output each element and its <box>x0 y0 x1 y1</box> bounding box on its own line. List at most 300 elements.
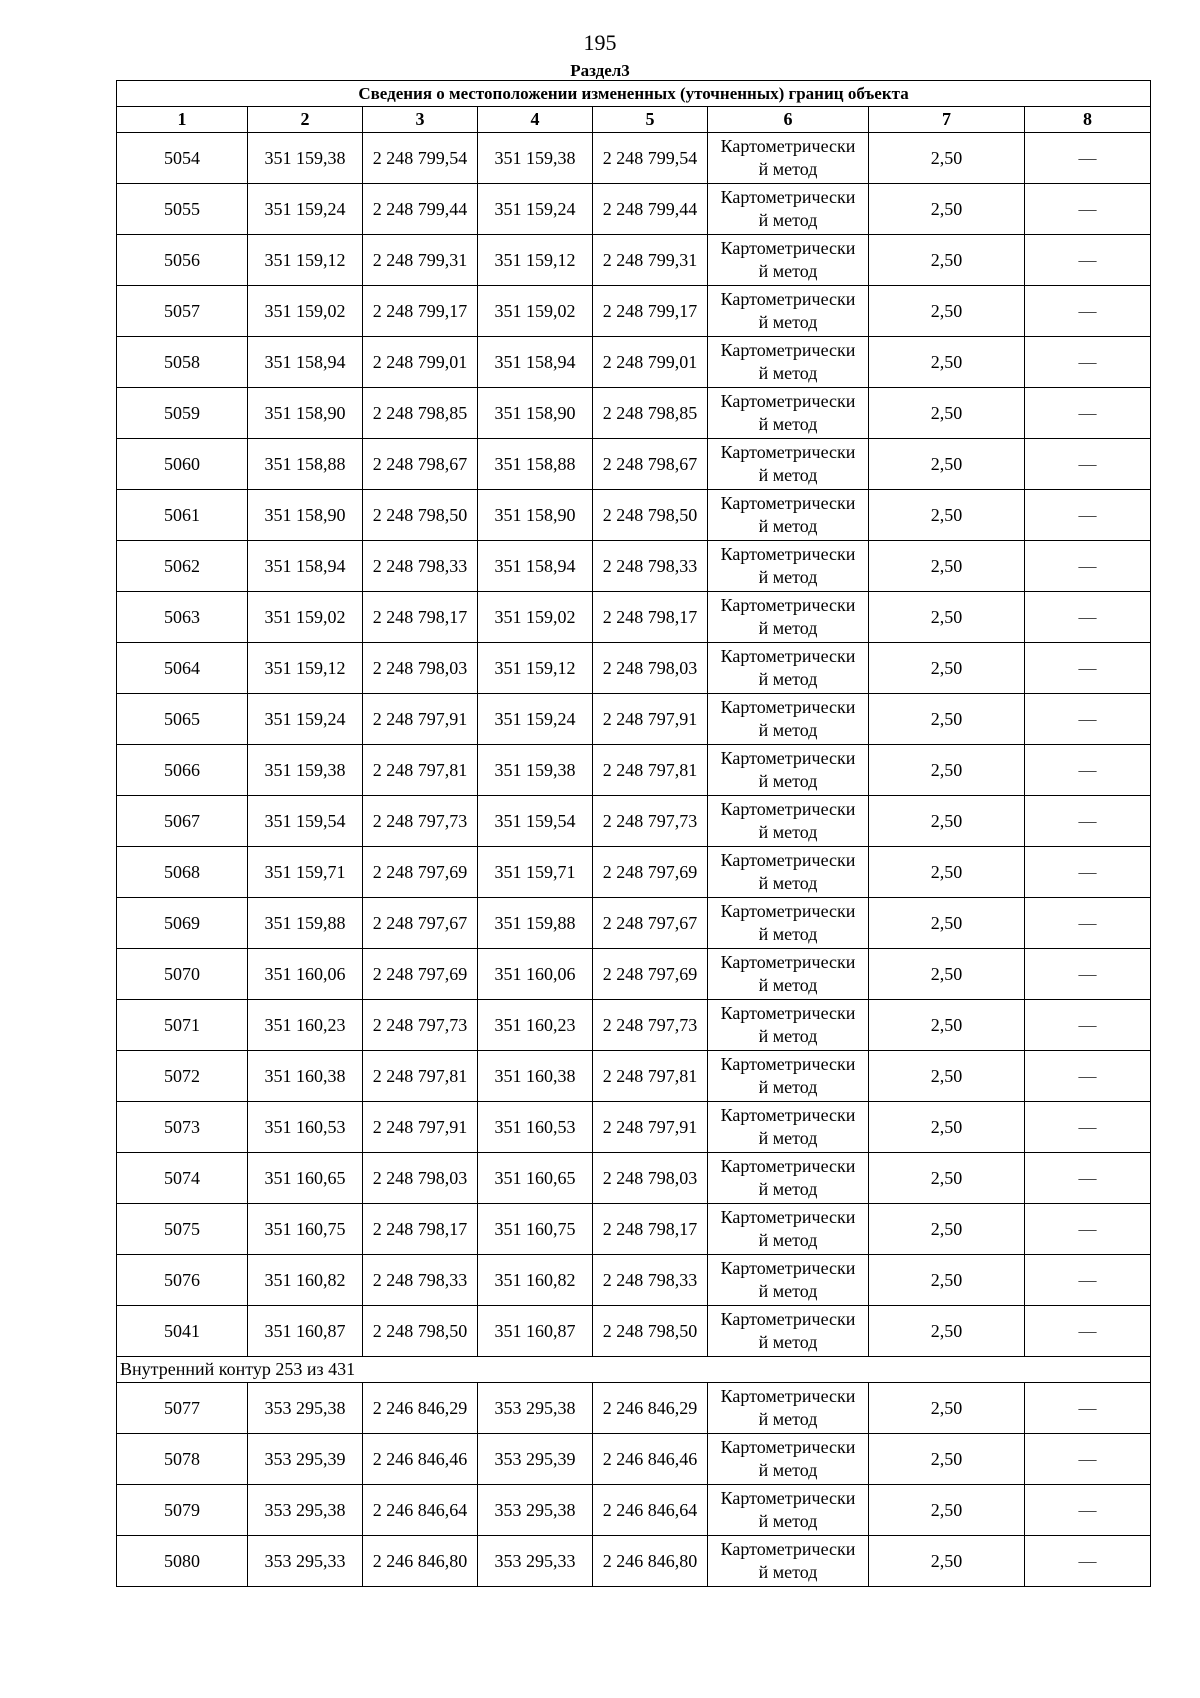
method-cell <box>708 1051 869 1102</box>
method-text-line: й метод <box>758 1409 818 1429</box>
method-cell <box>708 1255 869 1306</box>
coordinate-y-cell: 2 248 798,03 <box>363 643 478 694</box>
method-text-line: й метод <box>758 1179 818 1199</box>
note-cell: — <box>1025 745 1151 796</box>
method-cell <box>708 592 869 643</box>
coordinate-y-cell: 2 248 797,67 <box>363 898 478 949</box>
coordinate-x-cell: 351 159,24 <box>248 694 363 745</box>
coordinate-y-cell: 2 248 798,85 <box>363 388 478 439</box>
accuracy-cell: 2,50 <box>869 235 1025 286</box>
coordinate-y-cell: 2 248 798,17 <box>363 592 478 643</box>
page-number: 195 <box>583 30 617 55</box>
point-number-cell: 5074 <box>117 1153 248 1204</box>
table-row <box>117 541 1151 592</box>
coordinate-y-cell: 2 248 799,44 <box>363 184 478 235</box>
coordinate-x-cell: 353 295,38 <box>478 1383 593 1434</box>
note-cell: — <box>1025 388 1151 439</box>
method-text-line: й метод <box>758 924 818 944</box>
coordinate-x-cell: 353 295,33 <box>478 1536 593 1587</box>
method-cell <box>708 439 869 490</box>
coordinate-x-cell: 351 160,75 <box>478 1204 593 1255</box>
table-row <box>117 1051 1151 1102</box>
method-cell <box>708 1383 869 1434</box>
coordinate-y-cell: 2 248 797,73 <box>593 1000 708 1051</box>
coordinate-x-cell: 351 159,24 <box>478 184 593 235</box>
method-text-line: й метод <box>758 1026 818 1046</box>
table-row <box>117 592 1151 643</box>
coordinate-x-cell: 351 158,94 <box>478 541 593 592</box>
coordinate-x-cell: 351 159,71 <box>248 847 363 898</box>
method-cell <box>708 898 869 949</box>
note-cell: — <box>1025 541 1151 592</box>
note-cell: — <box>1025 337 1151 388</box>
table-row <box>117 1536 1151 1587</box>
method-cell <box>708 1536 869 1587</box>
accuracy-cell: 2,50 <box>869 1383 1025 1434</box>
method-cell <box>708 1485 869 1536</box>
method-text-line: й метод <box>758 1332 818 1352</box>
coordinate-y-cell: 2 248 798,17 <box>593 592 708 643</box>
method-cell <box>708 133 869 184</box>
coordinate-y-cell: 2 248 797,69 <box>593 949 708 1000</box>
coordinate-x-cell: 351 159,12 <box>248 643 363 694</box>
method-text-line: й метод <box>758 567 818 587</box>
note-cell: — <box>1025 949 1151 1000</box>
method-cell <box>708 796 869 847</box>
column-number: 7 <box>869 107 1025 133</box>
method-text-line: Картометрически <box>720 1003 856 1023</box>
note-cell: — <box>1025 796 1151 847</box>
coordinate-y-cell: 2 248 797,91 <box>593 694 708 745</box>
point-number-cell: 5061 <box>117 490 248 541</box>
method-text-line: Картометрически <box>720 136 856 156</box>
accuracy-cell: 2,50 <box>869 337 1025 388</box>
table-row <box>117 1000 1151 1051</box>
method-text-line: й метод <box>758 1281 818 1301</box>
coordinate-y-cell: 2 248 798,03 <box>593 1153 708 1204</box>
coordinate-y-cell: 2 248 797,81 <box>593 745 708 796</box>
point-number-cell: 5073 <box>117 1102 248 1153</box>
coordinate-x-cell: 351 158,94 <box>478 337 593 388</box>
note-cell: — <box>1025 490 1151 541</box>
method-cell <box>708 745 869 796</box>
method-text-line: й метод <box>758 159 818 179</box>
coordinate-y-cell: 2 248 799,31 <box>593 235 708 286</box>
coordinate-x-cell: 351 160,87 <box>478 1306 593 1357</box>
coordinate-x-cell: 351 159,71 <box>478 847 593 898</box>
coordinate-y-cell: 2 248 798,50 <box>363 1306 478 1357</box>
method-cell <box>708 1434 869 1485</box>
coordinate-x-cell: 351 159,88 <box>478 898 593 949</box>
accuracy-cell: 2,50 <box>869 286 1025 337</box>
accuracy-cell: 2,50 <box>869 133 1025 184</box>
method-cell <box>708 694 869 745</box>
coordinate-y-cell: 2 246 846,29 <box>593 1383 708 1434</box>
note-cell: — <box>1025 643 1151 694</box>
coordinate-x-cell: 351 159,02 <box>248 592 363 643</box>
method-text-line: й метод <box>758 822 818 842</box>
coordinate-x-cell: 351 158,94 <box>248 541 363 592</box>
coordinate-x-cell: 351 160,06 <box>248 949 363 1000</box>
method-text-line: й метод <box>758 465 818 485</box>
coordinate-x-cell: 351 158,90 <box>478 388 593 439</box>
coordinate-x-cell: 351 160,53 <box>248 1102 363 1153</box>
accuracy-cell: 2,50 <box>869 541 1025 592</box>
coordinate-x-cell: 351 160,65 <box>478 1153 593 1204</box>
coordinate-y-cell: 2 248 797,81 <box>363 745 478 796</box>
coordinate-y-cell: 2 248 798,33 <box>593 1255 708 1306</box>
method-text-line: й метод <box>758 1077 818 1097</box>
coordinate-y-cell: 2 248 799,54 <box>363 133 478 184</box>
method-text-line: Картометрически <box>720 1437 856 1457</box>
note-cell: — <box>1025 1204 1151 1255</box>
accuracy-cell: 2,50 <box>869 1485 1025 1536</box>
table-row <box>117 1434 1151 1485</box>
note-cell: — <box>1025 235 1151 286</box>
coordinate-y-cell: 2 248 799,54 <box>593 133 708 184</box>
coordinate-y-cell: 2 248 798,03 <box>363 1153 478 1204</box>
note-cell: — <box>1025 1434 1151 1485</box>
coordinate-y-cell: 2 248 799,01 <box>593 337 708 388</box>
method-text-line: Картометрически <box>720 748 856 768</box>
method-text-line: Картометрически <box>720 340 856 360</box>
coordinate-x-cell: 351 159,02 <box>248 286 363 337</box>
point-number-cell: 5068 <box>117 847 248 898</box>
method-text-line: Картометрически <box>720 901 856 921</box>
coordinate-x-cell: 351 160,06 <box>478 949 593 1000</box>
coordinate-y-cell: 2 248 798,85 <box>593 388 708 439</box>
coordinate-x-cell: 351 159,38 <box>478 745 593 796</box>
coordinate-y-cell: 2 248 799,44 <box>593 184 708 235</box>
coordinate-x-cell: 351 158,90 <box>478 490 593 541</box>
coordinate-y-cell: 2 248 797,69 <box>363 847 478 898</box>
method-text-line: Картометрически <box>720 391 856 411</box>
method-text-line: Картометрически <box>720 493 856 513</box>
coordinate-x-cell: 351 158,94 <box>248 337 363 388</box>
coordinate-x-cell: 353 295,38 <box>248 1485 363 1536</box>
column-number: 3 <box>363 107 478 133</box>
point-number-cell: 5071 <box>117 1000 248 1051</box>
note-cell: — <box>1025 1000 1151 1051</box>
method-text-line: й метод <box>758 618 818 638</box>
accuracy-cell: 2,50 <box>869 847 1025 898</box>
point-number-cell: 5057 <box>117 286 248 337</box>
table-row <box>117 235 1151 286</box>
coordinate-x-cell: 351 158,88 <box>478 439 593 490</box>
table-row <box>117 337 1151 388</box>
method-text-line: Картометрически <box>720 1258 856 1278</box>
method-text-line: й метод <box>758 669 818 689</box>
table-row <box>117 1255 1151 1306</box>
point-number-cell: 5070 <box>117 949 248 1000</box>
point-number-cell: 5059 <box>117 388 248 439</box>
table-row <box>117 745 1151 796</box>
point-number-cell: 5076 <box>117 1255 248 1306</box>
contour-row <box>117 1357 1151 1383</box>
point-number-cell: 5072 <box>117 1051 248 1102</box>
point-number-cell: 5075 <box>117 1204 248 1255</box>
method-text-line: Картометрически <box>720 1156 856 1176</box>
accuracy-cell: 2,50 <box>869 1434 1025 1485</box>
point-number-cell: 5058 <box>117 337 248 388</box>
note-cell: — <box>1025 439 1151 490</box>
table-row <box>117 286 1151 337</box>
method-cell <box>708 286 869 337</box>
method-text-line: Картометрически <box>720 1207 856 1227</box>
accuracy-cell: 2,50 <box>869 1102 1025 1153</box>
table-row <box>117 388 1151 439</box>
accuracy-cell: 2,50 <box>869 1306 1025 1357</box>
point-number-cell: 5079 <box>117 1485 248 1536</box>
coordinate-x-cell: 351 159,12 <box>478 235 593 286</box>
point-number-cell: 5055 <box>117 184 248 235</box>
table-row <box>117 1485 1151 1536</box>
column-number: 1 <box>117 107 248 133</box>
accuracy-cell: 2,50 <box>869 898 1025 949</box>
accuracy-cell: 2,50 <box>869 643 1025 694</box>
accuracy-cell: 2,50 <box>869 1255 1025 1306</box>
contour-label: Внутренний контур 253 из 431 <box>117 1357 1151 1383</box>
accuracy-cell: 2,50 <box>869 388 1025 439</box>
table-row <box>117 1204 1151 1255</box>
coordinate-y-cell: 2 248 798,17 <box>363 1204 478 1255</box>
method-text-line: Картометрически <box>720 799 856 819</box>
column-number: 4 <box>478 107 593 133</box>
table-row <box>117 184 1151 235</box>
coordinate-x-cell: 351 160,53 <box>478 1102 593 1153</box>
column-number: 5 <box>593 107 708 133</box>
coordinate-x-cell: 351 159,12 <box>478 643 593 694</box>
method-text-line: й метод <box>758 873 818 893</box>
coordinate-x-cell: 351 159,12 <box>248 235 363 286</box>
method-text-line: й метод <box>758 516 818 536</box>
point-number-cell: 5062 <box>117 541 248 592</box>
coordinate-y-cell: 2 248 797,73 <box>363 1000 478 1051</box>
note-cell: — <box>1025 184 1151 235</box>
method-cell <box>708 1306 869 1357</box>
table-row <box>117 1306 1151 1357</box>
method-text-line: Картометрически <box>720 1105 856 1125</box>
method-text-line: й метод <box>758 363 818 383</box>
coordinate-x-cell: 351 159,02 <box>478 592 593 643</box>
note-cell: — <box>1025 898 1151 949</box>
point-number-cell: 5069 <box>117 898 248 949</box>
point-number-cell: 5077 <box>117 1383 248 1434</box>
coordinate-x-cell: 351 159,24 <box>478 694 593 745</box>
coordinate-x-cell: 351 160,82 <box>248 1255 363 1306</box>
table-row <box>117 847 1151 898</box>
coordinate-y-cell: 2 248 798,50 <box>593 490 708 541</box>
method-text-line: Картометрически <box>720 697 856 717</box>
coordinate-y-cell: 2 248 797,73 <box>363 796 478 847</box>
method-text-line: й метод <box>758 771 818 791</box>
coordinate-x-cell: 351 159,38 <box>248 133 363 184</box>
coordinate-x-cell: 351 158,90 <box>248 490 363 541</box>
method-cell <box>708 949 869 1000</box>
method-cell <box>708 184 869 235</box>
coordinate-y-cell: 2 246 846,46 <box>593 1434 708 1485</box>
method-text-line: й метод <box>758 1460 818 1480</box>
method-text-line: Картометрически <box>720 442 856 462</box>
accuracy-cell: 2,50 <box>869 1153 1025 1204</box>
coordinate-x-cell: 353 295,39 <box>478 1434 593 1485</box>
note-cell: — <box>1025 286 1151 337</box>
method-text-line: Картометрически <box>720 1488 856 1508</box>
coordinate-y-cell: 2 248 797,81 <box>363 1051 478 1102</box>
method-text-line: Картометрически <box>720 1309 856 1329</box>
note-cell: — <box>1025 1051 1151 1102</box>
coordinate-x-cell: 351 158,90 <box>248 388 363 439</box>
coordinate-x-cell: 351 160,82 <box>478 1255 593 1306</box>
accuracy-cell: 2,50 <box>869 949 1025 1000</box>
note-cell: — <box>1025 1102 1151 1153</box>
coordinate-x-cell: 351 160,87 <box>248 1306 363 1357</box>
accuracy-cell: 2,50 <box>869 490 1025 541</box>
coordinate-x-cell: 351 160,23 <box>478 1000 593 1051</box>
accuracy-cell: 2,50 <box>869 439 1025 490</box>
coordinate-x-cell: 351 160,65 <box>248 1153 363 1204</box>
coordinate-x-cell: 351 159,54 <box>248 796 363 847</box>
note-cell: — <box>1025 694 1151 745</box>
coordinate-x-cell: 351 159,02 <box>478 286 593 337</box>
accuracy-cell: 2,50 <box>869 184 1025 235</box>
method-text-line: Картометрически <box>720 1386 856 1406</box>
coordinate-x-cell: 351 160,38 <box>478 1051 593 1102</box>
coordinate-y-cell: 2 248 797,91 <box>363 1102 478 1153</box>
note-cell: — <box>1025 1153 1151 1204</box>
coordinate-y-cell: 2 246 846,64 <box>363 1485 478 1536</box>
method-text-line: й метод <box>758 1128 818 1148</box>
point-number-cell: 5063 <box>117 592 248 643</box>
point-number-cell: 5065 <box>117 694 248 745</box>
accuracy-cell: 2,50 <box>869 1204 1025 1255</box>
coordinate-y-cell: 2 248 797,73 <box>593 796 708 847</box>
accuracy-cell: 2,50 <box>869 745 1025 796</box>
accuracy-cell: 2,50 <box>869 1536 1025 1587</box>
method-text-line: й метод <box>758 1562 818 1582</box>
coordinate-y-cell: 2 248 797,91 <box>363 694 478 745</box>
table-row <box>117 694 1151 745</box>
coordinate-x-cell: 351 158,88 <box>248 439 363 490</box>
coordinate-x-cell: 353 295,38 <box>478 1485 593 1536</box>
table-row <box>117 1383 1151 1434</box>
method-cell <box>708 847 869 898</box>
accuracy-cell: 2,50 <box>869 1051 1025 1102</box>
coordinate-y-cell: 2 246 846,80 <box>593 1536 708 1587</box>
column-number: 6 <box>708 107 869 133</box>
boundary-table <box>116 80 1151 1587</box>
method-text-line: Картометрически <box>720 646 856 666</box>
coordinate-y-cell: 2 248 798,33 <box>363 1255 478 1306</box>
accuracy-cell: 2,50 <box>869 1000 1025 1051</box>
coordinate-x-cell: 353 295,33 <box>248 1536 363 1587</box>
coordinate-x-cell: 351 159,24 <box>248 184 363 235</box>
coordinate-x-cell: 351 159,38 <box>478 133 593 184</box>
table-row <box>117 898 1151 949</box>
method-text-line: Картометрически <box>720 187 856 207</box>
accuracy-cell: 2,50 <box>869 796 1025 847</box>
coordinate-y-cell: 2 248 798,33 <box>363 541 478 592</box>
table-row <box>117 439 1151 490</box>
method-text-line: Картометрически <box>720 1539 856 1559</box>
table-row <box>117 796 1151 847</box>
method-cell <box>708 541 869 592</box>
method-text-line: Картометрически <box>720 595 856 615</box>
coordinate-x-cell: 351 160,23 <box>248 1000 363 1051</box>
method-text-line: й метод <box>758 720 818 740</box>
method-text-line: Картометрически <box>720 850 856 870</box>
note-cell: — <box>1025 592 1151 643</box>
point-number-cell: 5078 <box>117 1434 248 1485</box>
method-cell <box>708 1204 869 1255</box>
method-text-line: й метод <box>758 1230 818 1250</box>
coordinate-y-cell: 2 246 846,64 <box>593 1485 708 1536</box>
accuracy-cell: 2,50 <box>869 694 1025 745</box>
coordinate-y-cell: 2 248 797,69 <box>363 949 478 1000</box>
method-text-line: й метод <box>758 210 818 230</box>
coordinate-y-cell: 2 248 799,17 <box>363 286 478 337</box>
note-cell: — <box>1025 133 1151 184</box>
coordinate-y-cell: 2 246 846,46 <box>363 1434 478 1485</box>
point-number-cell: 5041 <box>117 1306 248 1357</box>
note-cell: — <box>1025 1536 1151 1587</box>
coordinate-y-cell: 2 248 799,17 <box>593 286 708 337</box>
note-cell: — <box>1025 1383 1151 1434</box>
coordinate-x-cell: 351 160,38 <box>248 1051 363 1102</box>
point-number-cell: 5080 <box>117 1536 248 1587</box>
table-row <box>117 490 1151 541</box>
method-text-line: Картометрически <box>720 952 856 972</box>
method-text-line: й метод <box>758 414 818 434</box>
point-number-cell: 5060 <box>117 439 248 490</box>
coordinate-y-cell: 2 248 798,67 <box>593 439 708 490</box>
method-cell <box>708 1000 869 1051</box>
point-number-cell: 5054 <box>117 133 248 184</box>
coordinate-y-cell: 2 248 797,91 <box>593 1102 708 1153</box>
coordinate-x-cell: 353 295,38 <box>248 1383 363 1434</box>
table-row <box>117 1102 1151 1153</box>
coordinate-y-cell: 2 248 798,03 <box>593 643 708 694</box>
coordinate-x-cell: 351 159,54 <box>478 796 593 847</box>
table-row <box>117 133 1151 184</box>
method-cell <box>708 337 869 388</box>
method-text-line: Картометрически <box>720 544 856 564</box>
table-row <box>117 643 1151 694</box>
coordinate-y-cell: 2 248 798,17 <box>593 1204 708 1255</box>
note-cell: — <box>1025 1255 1151 1306</box>
method-cell <box>708 643 869 694</box>
column-number: 8 <box>1025 107 1151 133</box>
table-caption: Сведения о местоположении измененных (уточненных) границ объекта <box>117 81 1151 107</box>
coordinate-y-cell: 2 248 797,67 <box>593 898 708 949</box>
table-row <box>117 1153 1151 1204</box>
method-cell <box>708 388 869 439</box>
accuracy-cell: 2,50 <box>869 592 1025 643</box>
coordinate-y-cell: 2 246 846,80 <box>363 1536 478 1587</box>
coordinate-x-cell: 351 159,88 <box>248 898 363 949</box>
method-text-line: й метод <box>758 261 818 281</box>
table-row <box>117 949 1151 1000</box>
coordinate-x-cell: 351 160,75 <box>248 1204 363 1255</box>
coordinate-x-cell: 353 295,39 <box>248 1434 363 1485</box>
section-title: Раздел3 <box>570 61 630 80</box>
method-text-line: й метод <box>758 312 818 332</box>
coordinate-y-cell: 2 248 798,33 <box>593 541 708 592</box>
note-cell: — <box>1025 1485 1151 1536</box>
coordinate-y-cell: 2 246 846,29 <box>363 1383 478 1434</box>
method-cell <box>708 1153 869 1204</box>
coordinate-y-cell: 2 248 799,01 <box>363 337 478 388</box>
